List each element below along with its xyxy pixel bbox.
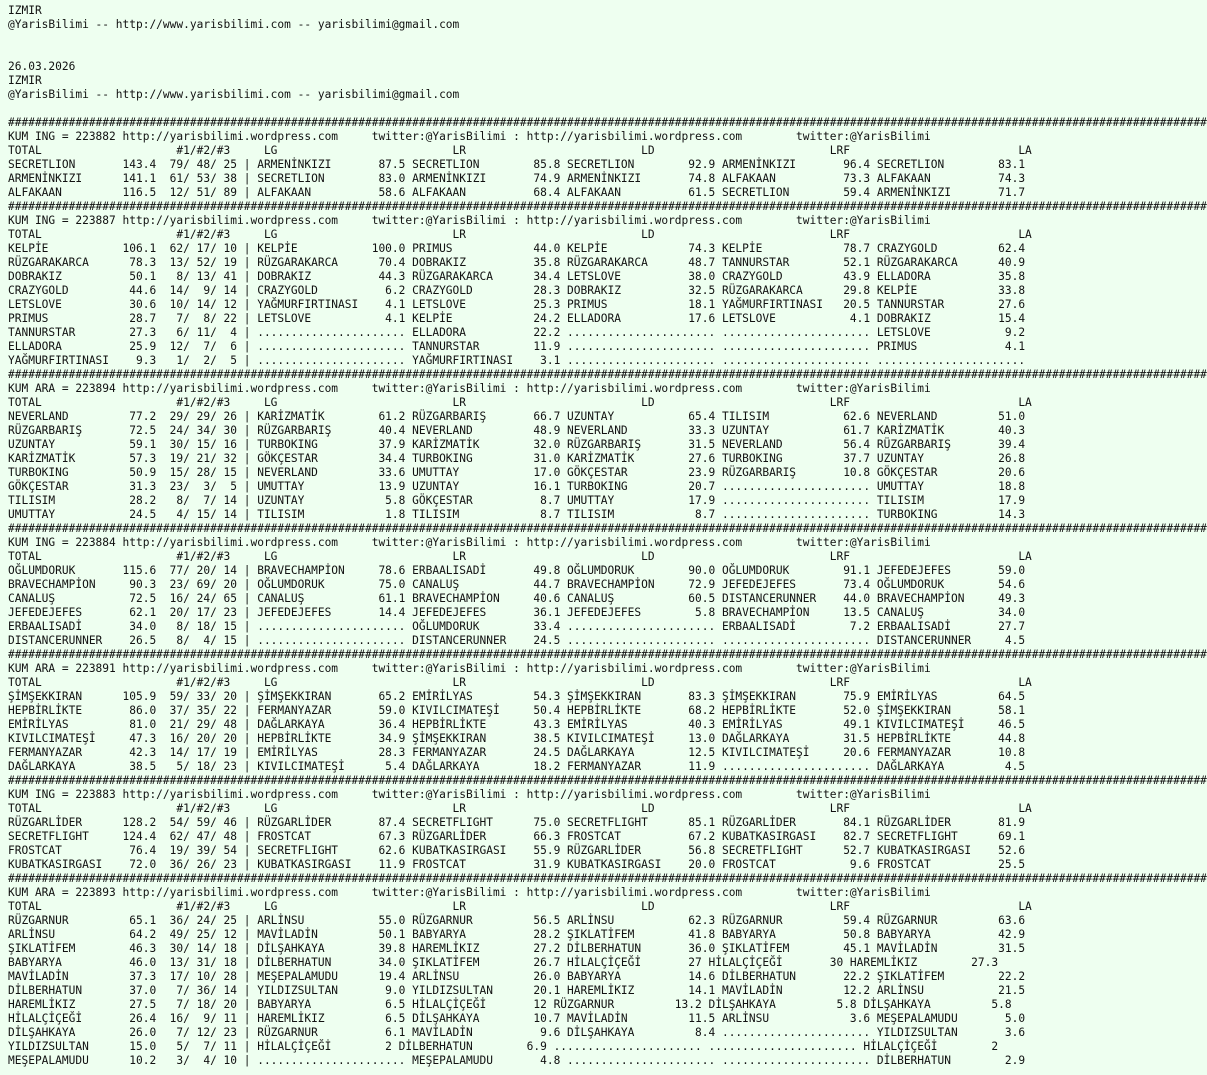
report-line: TILISIM 28.2 8/ 7/ 14 | UZUNTAY 5.8 GÖKÇESTAR 8.7 UMUTTAY 17.9 ...................... TILISIM 17.9	[8, 494, 1026, 507]
report-line: TOTAL #1/#2/#3 LG LR LD LRF LA	[8, 396, 1032, 409]
report-line: RÜZGARLİDER 128.2 54/ 59/ 46 | RÜZGARLİDER 87.4 SECRETFLIGHT 75.0 SECRETFLIGHT 85.1 RÜZGARLİDER 84.1 RÜZGARLİDER 81.9	[8, 816, 1026, 829]
report-line: RÜZGARAKARCA 78.3 13/ 52/ 19 | RÜZGARAKARCA 70.4 DOBRAKIZ 35.8 RÜZGARAKARCA 48.7 TANNURSTAR 52.1 RÜZGARAKARCA 40.9	[8, 256, 1026, 269]
report-line: DISTANCERUNNER 26.5 8/ 4/ 15 | ...................... DISTANCERUNNER 24.5 ...................... ...................... DISTANCERUNNER 4.5	[8, 634, 1026, 647]
report-line: IZMIR	[8, 4, 42, 17]
report-line: KUM ING = 223882 http://yarisbilimi.wordpress.com twitter:@YarisBilimi : http://yarisbilimi.wordpress.com twitter:@YarisBilimi	[8, 130, 931, 143]
report-line: JEFEDEJEFES 62.1 20/ 17/ 23 | JEFEDEJEFES 14.4 JEFEDEJEFES 36.1 JEFEDEJEFES 5.8 BRAVECHAMPİON 13.5 CANALUŞ 34.0	[8, 606, 1026, 619]
report-line: ERBAALISADİ 34.0 8/ 18/ 15 | ...................... OĞLUMDORUK 33.4 ...................... ERBAALISADİ 7.2 ERBAALISADİ 27.7	[8, 620, 1026, 633]
report-line: ARMENİNKIZI 141.1 61/ 53/ 38 | SECRETLION 83.0 ARMENİNKIZI 74.9 ARMENİNKIZI 74.8 ALFAKAAN 73.3 ALFAKAAN 74.3	[8, 172, 1026, 185]
report-line: ELLADORA 25.9 12/ 7/ 6 | ...................... TANNURSTAR 11.9 ...................... ...................... PRIMUS 4.1	[8, 340, 1026, 353]
report-line: CANALUŞ 72.5 16/ 24/ 65 | CANALUŞ 61.1 BRAVECHAMPİON 40.6 CANALUŞ 60.5 DISTANCERUNNER 44.0 BRAVECHAMPİON 49.3	[8, 592, 1026, 605]
report-line: KUM ARA = 223891 http://yarisbilimi.wordpress.com twitter:@YarisBilimi : http://yarisbilimi.wordpress.com twitter:@YarisBilimi	[8, 662, 931, 675]
report-line: ##################################################################################################################################################################################	[8, 522, 1207, 535]
report-line: SECRETFLIGHT 124.4 62/ 47/ 48 | FROSTCAT 67.3 RÜZGARLİDER 66.3 FROSTCAT 67.2 KUBATKASIRGASI 82.7 SECRETFLIGHT 69.1	[8, 830, 1026, 843]
report-line: DAĞLARKAYA 38.5 5/ 18/ 23 | KIVILCIMATEŞİ 5.4 DAĞLARKAYA 18.2 FERMANYAZAR 11.9 ...................... DAĞLARKAYA 4.5	[8, 760, 1026, 773]
report-line: IZMIR	[8, 74, 42, 87]
report-line: ##################################################################################################################################################################################	[8, 200, 1207, 213]
report-line: TOTAL #1/#2/#3 LG LR LD LRF LA	[8, 144, 1032, 157]
report-line: BABYARYA 46.0 13/ 31/ 18 | DİLBERHATUN 34.0 ŞIKLATİFEM 26.7 HİLALÇİÇEĞİ 27 HİLALÇİÇEĞİ 30 HAREMLİKIZ 27.3	[8, 956, 999, 969]
report-line: KUM ING = 223884 http://yarisbilimi.wordpress.com twitter:@YarisBilimi : http://yarisbilimi.wordpress.com twitter:@YarisBilimi	[8, 536, 931, 549]
report-line: FERMANYAZAR 42.3 14/ 17/ 19 | EMİRİLYAS 28.3 FERMANYAZAR 24.5 DAĞLARKAYA 12.5 KIVILCIMATEŞİ 20.6 FERMANYAZAR 10.8	[8, 746, 1026, 759]
report-line: TOTAL #1/#2/#3 LG LR LD LRF LA	[8, 228, 1032, 241]
report-line: LETSLOVE 30.6 10/ 14/ 12 | YAĞMURFIRTINASI 4.1 LETSLOVE 25.3 PRIMUS 18.1 YAĞMURFIRTINASI 20.5 TANNURSTAR 27.6	[8, 298, 1026, 311]
report-line: UMUTTAY 24.5 4/ 15/ 14 | TILISIM 1.8 TILISIM 8.7 TILISIM 8.7 ...................... TURBOKING 14.3	[8, 508, 1026, 521]
report-line: TURBOKING 50.9 15/ 28/ 15 | NEVERLAND 33.6 UMUTTAY 17.0 GÖKÇESTAR 23.9 RÜZGARBARIŞ 10.8 GÖKÇESTAR 20.6	[8, 466, 1026, 479]
report-line: KUBATKASIRGASI 72.0 36/ 26/ 23 | KUBATKASIRGASI 11.9 FROSTCAT 31.9 KUBATKASIRGASI 20.0 FROSTCAT 9.6 FROSTCAT 25.5	[8, 858, 1026, 871]
report-line: ŞIKLATİFEM 46.3 30/ 14/ 18 | DİLŞAHKAYA 39.8 HAREMLİKIZ 27.2 DİLBERHATUN 36.0 ŞIKLATİFEM 45.1 MAVİLADİN 31.5	[8, 942, 1026, 955]
report-line: SECRETLION 143.4 79/ 48/ 25 | ARMENİNKIZI 87.5 SECRETLION 85.8 SECRETLION 92.9 ARMENİNKIZI 96.4 SECRETLION 83.1	[8, 158, 1026, 171]
report-line: KUM ARA = 223893 http://yarisbilimi.wordpress.com twitter:@YarisBilimi : http://yarisbilimi.wordpress.com twitter:@YarisBilimi	[8, 886, 931, 899]
report-line: ##################################################################################################################################################################################	[8, 774, 1207, 787]
report-line: KELPİE 106.1 62/ 17/ 10 | KELPİE 100.0 PRIMUS 44.0 KELPİE 74.3 KELPİE 78.7 CRAZYGOLD 62.4	[8, 242, 1026, 255]
report-line: KUM ING = 223883 http://yarisbilimi.wordpress.com twitter:@YarisBilimi : http://yarisbilimi.wordpress.com twitter:@YarisBilimi	[8, 788, 931, 801]
report-line: MAVİLADİN 37.3 17/ 10/ 28 | MEŞEPALAMUDU 19.4 ARLİNSU 26.0 BABYARYA 14.6 DİLBERHATUN 22.2 ŞIKLATİFEM 22.2	[8, 970, 1026, 983]
report-line: ##################################################################################################################################################################################	[8, 368, 1207, 381]
report-line: ##################################################################################################################################################################################	[8, 648, 1207, 661]
report-line: ##################################################################################################################################################################################	[8, 116, 1207, 129]
report-line: HAREMLİKIZ 27.5 7/ 18/ 20 | BABYARYA 6.5 HİLALÇİÇEĞİ 12 RÜZGARNUR 13.2 DİLŞAHKAYA 5.8 DİLŞAHKAYA 5.8	[8, 998, 1012, 1011]
report-line: RÜZGARBARIŞ 72.5 24/ 34/ 30 | RÜZGARBARIŞ 40.4 NEVERLAND 48.9 NEVERLAND 33.3 UZUNTAY 61.7 KARİZMATİK 40.3	[8, 424, 1026, 437]
report-line: NEVERLAND 77.2 29/ 29/ 26 | KARİZMATİK 61.2 RÜZGARBARIŞ 66.7 UZUNTAY 65.4 TILISIM 62.6 NEVERLAND 51.0	[8, 410, 1026, 423]
report-line: TOTAL #1/#2/#3 LG LR LD LRF LA	[8, 802, 1032, 815]
report-line: FROSTCAT 76.4 19/ 39/ 54 | SECRETFLIGHT 62.6 KUBATKASIRGASI 55.9 RÜZGARLİDER 56.8 SECRETFLIGHT 52.7 KUBATKASIRGASI 52.6	[8, 844, 1026, 857]
report-line: CRAZYGOLD 44.6 14/ 9/ 14 | CRAZYGOLD 6.2 CRAZYGOLD 28.3 DOBRAKIZ 32.5 RÜZGARAKARCA 29.8 KELPİE 33.8	[8, 284, 1026, 297]
report-line: MEŞEPALAMUDU 10.2 3/ 4/ 10 | ...................... MEŞEPALAMUDU 4.8 ...................... ...................... DİLBERHATUN 2.9	[8, 1054, 1026, 1067]
report-line: OĞLUMDORUK 115.6 77/ 20/ 14 | BRAVECHAMPİON 78.6 ERBAALISADİ 49.8 OĞLUMDORUK 90.0 OĞLUMDORUK 91.1 JEFEDEJEFES 59.0	[8, 564, 1026, 577]
report-line: RÜZGARNUR 65.1 36/ 24/ 25 | ARLİNSU 55.0 RÜZGARNUR 56.5 ARLİNSU 62.3 RÜZGARNUR 59.4 RÜZGARNUR 63.6	[8, 914, 1026, 927]
report-line: KUM ING = 223887 http://yarisbilimi.wordpress.com twitter:@YarisBilimi : http://yarisbilimi.wordpress.com twitter:@YarisBilimi	[8, 214, 931, 227]
report-line: KARİZMATİK 57.3 19/ 21/ 32 | GÖKÇESTAR 34.4 TURBOKING 31.0 KARİZMATİK 27.6 TURBOKING 37.7 UZUNTAY 26.8	[8, 452, 1026, 465]
report-line: YILDIZSULTAN 15.0 5/ 7/ 11 | HİLALÇİÇEĞİ 2 DİLBERHATUN 6.9 ...................... ...................... HİLALÇİÇEĞİ 2	[8, 1040, 999, 1053]
report-line: BRAVECHAMPİON 90.3 23/ 69/ 20 | OĞLUMDORUK 75.0 CANALUŞ 44.7 BRAVECHAMPİON 72.9 JEFEDEJEFES 73.4 OĞLUMDORUK 54.6	[8, 578, 1026, 591]
report-line: KUM ARA = 223894 http://yarisbilimi.wordpress.com twitter:@YarisBilimi : http://yarisbilimi.wordpress.com twitter:@YarisBilimi	[8, 382, 931, 395]
report-line: DİLBERHATUN 37.0 7/ 36/ 14 | YILDIZSULTAN 9.0 YILDIZSULTAN 20.1 HAREMLİKIZ 14.1 MAVİLADİN 12.2 ARLİNSU 21.5	[8, 984, 1026, 997]
report-line: TANNURSTAR 27.3 6/ 11/ 4 | ...................... ELLADORA 22.2 ...................... ...................... LETSLOVE 9.2	[8, 326, 1026, 339]
report-line: DOBRAKIZ 50.1 8/ 13/ 41 | DOBRAKIZ 44.3 RÜZGARAKARCA 34.4 LETSLOVE 38.0 CRAZYGOLD 43.9 ELLADORA 35.8	[8, 270, 1026, 283]
report-line: @YarisBilimi -- http://www.yarisbilimi.com -- yarisbilimi@gmail.com	[8, 88, 460, 101]
report-line: ŞİMŞEKKIRAN 105.9 59/ 33/ 20 | ŞİMŞEKKIRAN 65.2 EMİRİLYAS 54.3 ŞİMŞEKKIRAN 83.3 ŞİMŞEKKIRAN 75.9 EMİRİLYAS 64.5	[8, 690, 1026, 703]
report-line: HİLALÇİÇEĞİ 26.4 16/ 9/ 11 | HAREMLİKIZ 6.5 DİLŞAHKAYA 10.7 MAVİLADİN 11.5 ARLİNSU 3.6 MEŞEPALAMUDU 5.0	[8, 1012, 1026, 1025]
report-line: KIVILCIMATEŞİ 47.3 16/ 20/ 20 | HEPBİRLİKTE 34.9 ŞİMŞEKKIRAN 38.5 KIVILCIMATEŞİ 13.0 DAĞLARKAYA 31.5 HEPBİRLİKTE 44.8	[8, 732, 1026, 745]
report-line: HEPBİRLİKTE 86.0 37/ 35/ 22 | FERMANYAZAR 59.0 KIVILCIMATEŞİ 50.4 HEPBİRLİKTE 68.2 HEPBİRLİKTE 52.0 ŞİMŞEKKIRAN 58.1	[8, 704, 1026, 717]
report-line	[8, 46, 1065, 60]
report-line: TOTAL #1/#2/#3 LG LR LD LRF LA	[8, 900, 1032, 913]
report-line: YAĞMURFIRTINASI 9.3 1/ 2/ 5 | ...................... YAĞMURFIRTINASI 3.1 ...................... ...................... ......................	[8, 354, 1026, 367]
report-line: EMİRİLYAS 81.0 21/ 29/ 48 | DAĞLARKAYA 36.4 HEPBİRLİKTE 43.3 EMİRİLYAS 40.3 EMİRİLYAS 49.1 KIVILCIMATEŞİ 46.5	[8, 718, 1026, 731]
report-line: GÖKÇESTAR 31.3 23/ 3/ 5 | UMUTTAY 13.9 UZUNTAY 16.1 TURBOKING 20.7 ...................... UMUTTAY 18.8	[8, 480, 1026, 493]
report-line: @YarisBilimi -- http://www.yarisbilimi.com -- yarisbilimi@gmail.com	[8, 18, 460, 31]
report-line	[8, 102, 1065, 116]
report-line: TOTAL #1/#2/#3 LG LR LD LRF LA	[8, 676, 1032, 689]
report-line: DİLŞAHKAYA 26.0 7/ 12/ 23 | RÜZGARNUR 6.1 MAVİLADİN 9.6 DİLŞAHKAYA 8.4 ...................... YILDIZSULTAN 3.6	[8, 1026, 1026, 1039]
report-line: ALFAKAAN 116.5 12/ 51/ 89 | ALFAKAAN 58.6 ALFAKAAN 68.4 ALFAKAAN 61.5 SECRETLION 59.4 ARMENİNKIZI 71.7	[8, 186, 1026, 199]
report-line: TOTAL #1/#2/#3 LG LR LD LRF LA	[8, 550, 1032, 563]
report-line: UZUNTAY 59.1 30/ 15/ 16 | TURBOKING 37.9 KARİZMATİK 32.0 RÜZGARBARIŞ 31.5 NEVERLAND 56.4 RÜZGARBARIŞ 39.4	[8, 438, 1026, 451]
report-line: 26.03.2026	[8, 60, 76, 73]
report-line: PRIMUS 28.7 7/ 8/ 22 | LETSLOVE 4.1 KELPİE 24.2 ELLADORA 17.6 LETSLOVE 4.1 DOBRAKIZ 15.4	[8, 312, 1026, 325]
report-line: ##################################################################################################################################################################################	[8, 872, 1207, 885]
report-line: ARLİNSU 64.2 49/ 25/ 12 | MAVİLADİN 50.1 BABYARYA 28.2 ŞIKLATİFEM 41.8 BABYARYA 50.8 BABYARYA 42.9	[8, 928, 1026, 941]
report-line	[8, 32, 1065, 46]
